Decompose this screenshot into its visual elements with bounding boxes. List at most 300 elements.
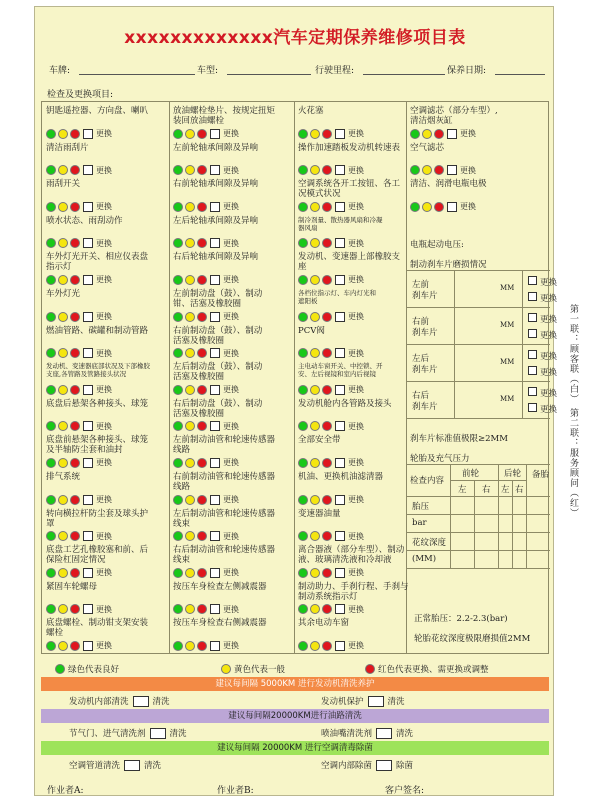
red-dot-icon[interactable] <box>197 385 207 395</box>
replace-label: 更换 <box>223 458 239 468</box>
inspection-item <box>298 435 418 445</box>
status-selector <box>173 165 239 176</box>
red-dot-icon[interactable] <box>322 568 332 578</box>
green-dot-icon[interactable] <box>410 202 420 212</box>
replace-checkbox[interactable] <box>335 165 345 175</box>
green-dot-icon[interactable] <box>173 348 183 358</box>
replace-checkbox[interactable] <box>83 495 93 505</box>
yellow-dot-icon[interactable] <box>310 238 320 248</box>
yellow-dot-icon[interactable] <box>310 312 320 322</box>
red-dot-icon <box>365 664 375 674</box>
yellow-dot-icon[interactable] <box>310 165 320 175</box>
red-dot-icon[interactable] <box>434 202 444 212</box>
yellow-dot-icon[interactable] <box>185 495 195 505</box>
brake-pad-label: 刹车片 <box>412 328 438 338</box>
yellow-dot-icon[interactable] <box>58 641 68 651</box>
yellow-dot-icon[interactable] <box>310 275 320 285</box>
item-label: 按压车身检查左侧减震器 <box>173 581 267 592</box>
red-dot-icon[interactable] <box>70 495 80 505</box>
replace-checkbox[interactable] <box>83 202 93 212</box>
replace-label: 更换 <box>96 312 112 321</box>
pad-replace-checkbox[interactable] <box>528 292 537 301</box>
replace-checkbox[interactable] <box>210 458 220 468</box>
green-dot-icon[interactable] <box>46 385 56 395</box>
red-dot-icon[interactable] <box>70 312 80 322</box>
replace-checkbox[interactable] <box>83 312 93 322</box>
green-dot-icon[interactable] <box>46 495 56 505</box>
date-field[interactable] <box>495 74 545 75</box>
item-label: 液、玻璃清洗液和冷却液 <box>298 555 392 566</box>
yellow-dot-icon[interactable] <box>58 568 68 578</box>
replace-label: 更换 <box>223 495 239 504</box>
green-dot-icon[interactable] <box>298 202 308 212</box>
replace-label: 更换 <box>96 165 112 175</box>
pad-replace-checkbox[interactable] <box>528 313 537 322</box>
item-label: 右前制动油管和轮速传感器 <box>173 472 276 482</box>
replace-label: 更换 <box>96 129 112 138</box>
item-label: 放油螺栓垫片、按规定扭矩 <box>173 106 276 116</box>
red-dot-icon[interactable] <box>197 275 207 285</box>
replace-label: 更换 <box>96 458 112 468</box>
status-selector <box>173 494 239 505</box>
inspection-item <box>173 106 293 126</box>
red-dot-icon[interactable] <box>70 275 80 285</box>
replace-checkbox[interactable] <box>210 348 220 358</box>
red-dot-icon[interactable] <box>70 568 80 578</box>
replace-checkbox[interactable] <box>210 421 220 431</box>
yellow-dot-icon[interactable] <box>185 604 195 614</box>
divider <box>450 480 526 481</box>
yellow-dot-icon[interactable] <box>310 531 320 541</box>
replace-checkbox[interactable] <box>335 531 345 541</box>
green-dot-icon[interactable] <box>46 275 56 285</box>
item-label: 线路 <box>173 445 191 456</box>
green-dot-icon[interactable] <box>298 421 308 431</box>
item-label: 发动机、变速器底部状况及下部橡胶 <box>46 362 150 371</box>
green-dot-icon[interactable] <box>173 495 183 505</box>
green-dot-icon[interactable] <box>46 348 56 358</box>
replace-checkbox[interactable] <box>83 421 93 431</box>
replace-checkbox[interactable] <box>335 129 345 139</box>
replace-checkbox[interactable] <box>335 348 345 358</box>
yellow-dot-icon[interactable] <box>58 312 68 322</box>
yellow-dot-icon[interactable] <box>58 129 68 139</box>
status-selector <box>298 274 364 285</box>
status-selector <box>173 238 239 249</box>
green-dot-icon[interactable] <box>410 129 420 139</box>
replace-label: 更换 <box>96 531 112 541</box>
replace-label: 更换 <box>348 165 364 175</box>
green-dot-icon[interactable] <box>298 385 308 395</box>
divider <box>406 464 550 465</box>
yellow-dot-icon[interactable] <box>58 348 68 358</box>
green-dot-icon[interactable] <box>46 312 56 322</box>
yellow-dot-icon[interactable] <box>422 165 432 175</box>
yellow-dot-icon[interactable] <box>310 348 320 358</box>
red-dot-icon[interactable] <box>434 129 444 139</box>
green-dot-icon[interactable] <box>298 458 308 468</box>
red-dot-icon[interactable] <box>197 129 207 139</box>
yellow-dot-icon[interactable] <box>58 385 68 395</box>
replace-label: 更换 <box>96 421 112 431</box>
green-dot-icon[interactable] <box>46 604 56 614</box>
green-dot-icon[interactable] <box>46 641 56 651</box>
green-dot-icon[interactable] <box>173 421 183 431</box>
green-dot-icon[interactable] <box>173 531 183 541</box>
service-checkbox[interactable] <box>133 696 149 707</box>
replace-label: 更换 <box>223 275 239 285</box>
replace-checkbox[interactable] <box>335 421 345 431</box>
green-dot-icon[interactable] <box>298 495 308 505</box>
tire-row-label: (MM) <box>412 554 437 564</box>
replace-checkbox[interactable] <box>210 312 220 322</box>
replace-checkbox[interactable] <box>210 604 220 614</box>
mm-unit: MM <box>500 358 515 366</box>
replace-checkbox[interactable] <box>83 568 93 578</box>
replace-label: 更换 <box>96 495 112 504</box>
replace-checkbox[interactable] <box>83 348 93 358</box>
replace-checkbox[interactable] <box>210 238 220 248</box>
replace-checkbox[interactable] <box>83 531 93 541</box>
red-dot-icon[interactable] <box>322 202 332 212</box>
replace-checkbox[interactable] <box>335 458 345 468</box>
red-dot-icon[interactable] <box>322 165 332 175</box>
replace-checkbox[interactable] <box>210 568 220 578</box>
item-label: 螺栓 <box>46 628 64 639</box>
status-selector <box>46 311 112 322</box>
yellow-dot-icon[interactable] <box>185 531 195 541</box>
status-selector <box>46 531 112 542</box>
inspection-item <box>298 545 418 565</box>
status-selector <box>46 165 112 176</box>
red-dot-icon[interactable] <box>197 165 207 175</box>
item-label: 制动助力、手刹行程、手刹与 <box>298 581 409 592</box>
replace-checkbox[interactable] <box>210 641 220 651</box>
red-dot-icon[interactable] <box>322 275 332 285</box>
yellow-dot-icon[interactable] <box>310 568 320 578</box>
divider <box>526 464 527 568</box>
red-dot-icon[interactable] <box>70 421 80 431</box>
red-dot-icon[interactable] <box>70 641 80 651</box>
replace-checkbox[interactable] <box>210 385 220 395</box>
replace-label: 更换 <box>223 604 239 614</box>
green-dot-icon[interactable] <box>298 568 308 578</box>
status-selector <box>46 238 112 249</box>
replace-checkbox[interactable] <box>335 641 345 651</box>
red-dot-icon[interactable] <box>322 312 332 322</box>
red-dot-icon[interactable] <box>70 458 80 468</box>
service-checkbox[interactable] <box>150 728 166 739</box>
replace-checkbox[interactable] <box>83 129 93 139</box>
yellow-dot-icon[interactable] <box>310 641 320 651</box>
item-label: 钳、活塞及橡胶圈 <box>173 299 242 309</box>
red-dot-icon[interactable] <box>197 568 207 578</box>
yellow-dot-icon[interactable] <box>185 165 195 175</box>
yellow-dot-icon[interactable] <box>185 385 195 395</box>
replace-checkbox[interactable] <box>447 165 457 175</box>
red-dot-icon[interactable] <box>197 238 207 248</box>
inspection-item <box>173 362 293 382</box>
replace-label: 更换 <box>460 165 476 175</box>
red-dot-icon[interactable] <box>197 202 207 212</box>
service-label: 节气门、进气清洗剂 <box>69 729 146 739</box>
green-dot-icon[interactable] <box>298 641 308 651</box>
red-dot-icon[interactable] <box>197 421 207 431</box>
replace-checkbox[interactable] <box>210 165 220 175</box>
replace-checkbox[interactable] <box>210 495 220 505</box>
status-selector <box>46 348 112 359</box>
service-checkbox[interactable] <box>124 760 140 771</box>
yellow-dot-icon[interactable] <box>310 458 320 468</box>
green-dot-icon[interactable] <box>173 458 183 468</box>
green-dot-icon[interactable] <box>46 421 56 431</box>
yellow-dot-icon[interactable] <box>185 421 195 431</box>
red-dot-icon[interactable] <box>197 312 207 322</box>
green-dot-icon[interactable] <box>173 641 183 651</box>
yellow-dot-icon[interactable] <box>58 458 68 468</box>
green-dot-icon[interactable] <box>46 531 56 541</box>
item-label: 安、左后视镜和室内后视镜 <box>298 370 376 379</box>
replace-checkbox[interactable] <box>447 129 457 139</box>
item-label: 制动系统指示灯 <box>298 591 358 602</box>
yellow-dot-icon[interactable] <box>58 275 68 285</box>
green-dot-icon[interactable] <box>298 348 308 358</box>
red-dot-icon[interactable] <box>70 604 80 614</box>
legend-green <box>55 663 119 675</box>
replace-label: 更换 <box>223 568 239 578</box>
replace-label: 更换 <box>348 385 364 395</box>
red-dot-icon[interactable] <box>70 165 80 175</box>
green-dot-icon[interactable] <box>46 129 56 139</box>
replace-checkbox[interactable] <box>335 385 345 395</box>
divider <box>406 550 550 551</box>
replace-checkbox[interactable] <box>335 238 345 248</box>
replace-checkbox[interactable] <box>447 202 457 212</box>
green-dot-icon[interactable] <box>298 312 308 322</box>
green-dot-icon[interactable] <box>173 165 183 175</box>
status-selector <box>173 384 239 395</box>
right-header: 右 <box>482 485 491 495</box>
replace-checkbox[interactable] <box>335 495 345 505</box>
red-dot-icon[interactable] <box>434 165 444 175</box>
green-dot-icon[interactable] <box>173 312 183 322</box>
green-dot-icon[interactable] <box>46 458 56 468</box>
red-dot-icon[interactable] <box>322 129 332 139</box>
model-field[interactable] <box>227 74 311 75</box>
yellow-dot-icon[interactable] <box>58 165 68 175</box>
green-dot-icon[interactable] <box>410 165 420 175</box>
status-selector <box>46 421 112 432</box>
yellow-dot-icon[interactable] <box>310 385 320 395</box>
red-dot-icon[interactable] <box>197 495 207 505</box>
red-dot-icon[interactable] <box>70 348 80 358</box>
red-dot-icon[interactable] <box>322 421 332 431</box>
status-selector <box>298 604 364 615</box>
yellow-dot-icon[interactable] <box>185 641 195 651</box>
replace-label: 更换 <box>96 568 112 578</box>
pad-replace-checkbox[interactable] <box>528 366 537 375</box>
replace-checkbox[interactable] <box>210 129 220 139</box>
mileage-field[interactable] <box>363 74 445 75</box>
green-dot-icon[interactable] <box>173 604 183 614</box>
red-dot-icon[interactable] <box>322 531 332 541</box>
ac-disinfect <box>321 759 413 771</box>
inspection-item <box>173 252 293 262</box>
green-dot-icon[interactable] <box>298 531 308 541</box>
yellow-dot-icon[interactable] <box>310 495 320 505</box>
red-dot-icon[interactable] <box>70 385 80 395</box>
green-dot-icon[interactable] <box>298 604 308 614</box>
item-label: 左后制动盘（鼓）、制动 <box>173 362 263 373</box>
yellow-dot-icon[interactable] <box>58 202 68 212</box>
yellow-dot-icon[interactable] <box>422 202 432 212</box>
yellow-dot-icon[interactable] <box>310 604 320 614</box>
green-dot-icon[interactable] <box>298 275 308 285</box>
yellow-dot-icon[interactable] <box>310 202 320 212</box>
green-dot-icon[interactable] <box>298 129 308 139</box>
red-dot-icon[interactable] <box>70 129 80 139</box>
service-checkbox[interactable] <box>376 760 392 771</box>
inspection-item <box>173 472 293 492</box>
red-dot-icon[interactable] <box>322 385 332 395</box>
yellow-dot-icon[interactable] <box>185 458 195 468</box>
pad-replace-checkbox[interactable] <box>528 403 537 412</box>
yellow-dot-icon[interactable] <box>185 129 195 139</box>
replace-checkbox[interactable] <box>210 202 220 212</box>
yellow-dot-icon[interactable] <box>422 129 432 139</box>
red-dot-icon[interactable] <box>70 238 80 248</box>
pad-replace-checkbox[interactable] <box>528 276 537 285</box>
replace-label: 更换 <box>348 531 364 541</box>
green-dot-icon[interactable] <box>46 238 56 248</box>
status-selector <box>298 201 364 212</box>
replace-checkbox[interactable] <box>210 275 220 285</box>
yellow-dot-icon[interactable] <box>310 129 320 139</box>
inspection-item <box>410 179 530 189</box>
yellow-dot-icon[interactable] <box>185 238 195 248</box>
yellow-dot-icon[interactable] <box>310 421 320 431</box>
item-label: 空调滤芯（部分车型）, <box>410 106 498 116</box>
pad-replace-checkbox[interactable] <box>528 387 537 396</box>
replace-checkbox[interactable] <box>335 312 345 322</box>
inspection-item <box>173 143 293 153</box>
inspection-item <box>46 252 166 272</box>
yellow-dot-icon[interactable] <box>185 312 195 322</box>
replace-checkbox[interactable] <box>83 238 93 248</box>
replace-label: 更换 <box>460 202 476 212</box>
yellow-dot-icon[interactable] <box>58 495 68 505</box>
replace-label: 更换 <box>223 531 239 541</box>
replace-checkbox[interactable] <box>83 458 93 468</box>
replace-checkbox[interactable] <box>83 604 93 614</box>
red-dot-icon[interactable] <box>197 604 207 614</box>
green-dot-icon[interactable] <box>46 202 56 212</box>
replace-label: 更换 <box>540 294 558 304</box>
green-dot-icon[interactable] <box>298 238 308 248</box>
engine-clean-banner: 建议每间隔 5000KM 进行发动机清洗养护 <box>41 677 549 691</box>
replace-checkbox[interactable] <box>335 275 345 285</box>
replace-checkbox[interactable] <box>83 165 93 175</box>
green-dot-icon[interactable] <box>298 165 308 175</box>
red-dot-icon[interactable] <box>322 495 332 505</box>
red-dot-icon[interactable] <box>197 458 207 468</box>
red-dot-icon[interactable] <box>322 458 332 468</box>
plate-field[interactable] <box>79 74 195 75</box>
replace-checkbox[interactable] <box>335 604 345 614</box>
pad-replace-checkbox[interactable] <box>528 350 537 359</box>
yellow-dot-icon[interactable] <box>185 348 195 358</box>
yellow-dot-icon[interactable] <box>185 202 195 212</box>
red-dot-icon[interactable] <box>70 531 80 541</box>
engine-protect <box>321 695 405 707</box>
service-checkbox[interactable] <box>376 728 392 739</box>
replace-checkbox[interactable] <box>335 202 345 212</box>
green-dot-icon[interactable] <box>173 385 183 395</box>
green-dot-icon[interactable] <box>173 275 183 285</box>
tread-limit-note: 轮胎花纹深度极限磨损值2MM <box>414 634 531 644</box>
item-label: 清洁雨刮片 <box>46 142 89 153</box>
replace-checkbox[interactable] <box>83 385 93 395</box>
red-dot-icon[interactable] <box>322 641 332 651</box>
service-action: 清洗 <box>144 761 162 771</box>
red-dot-icon[interactable] <box>70 202 80 212</box>
yellow-dot-icon[interactable] <box>58 421 68 431</box>
yellow-dot-icon[interactable] <box>58 531 68 541</box>
replace-label: 更换 <box>348 604 364 614</box>
green-dot-icon[interactable] <box>173 202 183 212</box>
green-dot-icon[interactable] <box>46 165 56 175</box>
replace-checkbox[interactable] <box>210 531 220 541</box>
item-label: 线束 <box>173 555 191 566</box>
green-dot-icon[interactable] <box>173 238 183 248</box>
service-checkbox[interactable] <box>368 696 384 707</box>
red-dot-icon[interactable] <box>197 531 207 541</box>
item-label: 左前制动盘（鼓）、制动 <box>173 289 263 299</box>
inspection-item <box>298 179 418 199</box>
item-label: 指示灯 <box>46 262 72 273</box>
item-label: 按压车身检查右侧减震器 <box>173 618 267 629</box>
red-dot-icon[interactable] <box>322 238 332 248</box>
yellow-dot-icon[interactable] <box>58 604 68 614</box>
red-dot-icon[interactable] <box>197 641 207 651</box>
item-label: 发动机、变速器上部橡胶支 <box>298 252 401 263</box>
replace-label: 更换 <box>460 129 476 138</box>
service-action: 清洗 <box>396 729 414 739</box>
red-dot-icon[interactable] <box>322 348 332 358</box>
replace-label: 更换 <box>223 312 239 321</box>
item-label: 座 <box>298 262 307 273</box>
yellow-dot-icon[interactable] <box>58 238 68 248</box>
item-label: 装回放油螺栓 <box>173 116 225 126</box>
green-dot-icon[interactable] <box>46 568 56 578</box>
green-dot-icon[interactable] <box>173 129 183 139</box>
service-label: 喷油嘴清洗剂 <box>321 729 373 739</box>
replace-checkbox[interactable] <box>335 568 345 578</box>
status-selector <box>298 128 364 139</box>
red-dot-icon[interactable] <box>197 348 207 358</box>
pad-replace-checkbox[interactable] <box>528 329 537 338</box>
replace-checkbox[interactable] <box>83 275 93 285</box>
replace-label: 更换 <box>540 278 558 288</box>
tire-row-label: 花纹深度 <box>412 538 447 548</box>
green-dot-icon[interactable] <box>173 568 183 578</box>
brake-pad-label: 左前 <box>412 280 430 290</box>
replace-checkbox[interactable] <box>83 641 93 651</box>
red-dot-icon[interactable] <box>322 604 332 614</box>
yellow-dot-icon[interactable] <box>185 568 195 578</box>
yellow-dot-icon[interactable] <box>185 275 195 285</box>
item-label: 底盘螺栓、制动钳支架安装 <box>46 618 149 629</box>
